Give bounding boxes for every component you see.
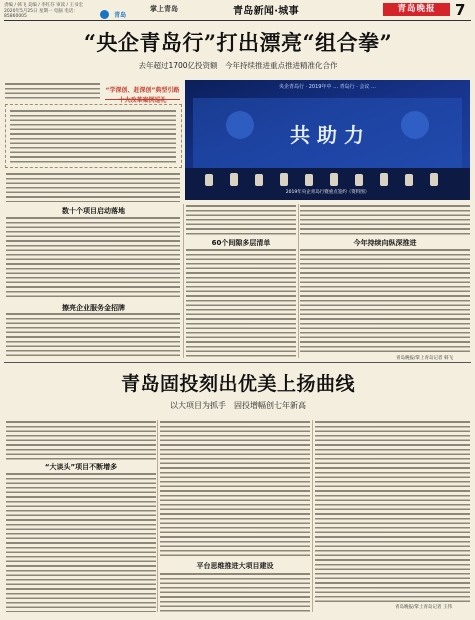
top-byline: 青岛晚报/掌上青岛记者 韩飞: [396, 356, 453, 361]
photo-banner-text: 央企青岛行 · 2019年中 … 青岛行 · 会议 …: [278, 84, 377, 90]
intro-text: [10, 109, 176, 163]
header-info-line2: 2020年5月25日 星期一 电脑 电话：85860005: [4, 8, 78, 19]
column-rule: [183, 204, 184, 358]
palm-qingdao-label: 掌上青岛: [150, 5, 178, 13]
column-rule: [298, 204, 299, 358]
mid-text-1: [186, 204, 296, 236]
top-headline: “央企青岛行”打出漂亮“组合拳”: [83, 30, 393, 55]
stage-illustration: [185, 80, 470, 200]
left-text-3: [6, 312, 180, 358]
page-number: 7: [455, 1, 466, 19]
subhead-service: 擦亮企业服务金招牌: [62, 304, 125, 312]
subhead-projects: 数十个项目启动落地: [62, 207, 125, 215]
paper-logo: [100, 4, 140, 19]
left-text-2: [6, 216, 180, 300]
s2-col1-text-1: [6, 420, 156, 460]
series-title-rule: [105, 99, 180, 100]
right-text-1: [300, 204, 470, 236]
intro-box: [5, 104, 182, 168]
s2-col3-text: [315, 420, 470, 602]
left-text-1: [6, 172, 180, 202]
subhead-list: 60个间隙多层清单: [211, 239, 271, 247]
second-headline: 青岛固投刻出优美上扬曲线: [120, 373, 355, 395]
column-rule: [157, 420, 158, 612]
logo-text: 青岛: [114, 12, 127, 19]
column-rule: [312, 420, 313, 612]
brand-badge: 青岛晚报: [383, 3, 450, 16]
event-photo: [185, 80, 470, 200]
second-byline: 青岛晚报/掌上青岛记者 王伟: [395, 605, 452, 610]
right-text-2: [300, 248, 470, 352]
subhead-deepen: 今年持续向纵深推进: [353, 239, 417, 247]
lead-text: [5, 82, 100, 100]
header-rule: [4, 20, 471, 21]
svg-text:共 助 力: 共 助 力: [290, 123, 364, 147]
top-subhead: 去年超过1700亿投资额 今年持续推进重点推进精准化合作: [138, 61, 338, 70]
series-title-line1: “学深创、赶深创”典型引路: [105, 87, 180, 94]
subhead-platform: 平台思维推进大项目建设: [196, 562, 274, 570]
header-info: [4, 3, 99, 20]
mid-text-2: [186, 248, 296, 358]
s2-col1-text-2: [6, 472, 156, 612]
logo-circle-icon: [100, 10, 109, 19]
story-divider: [4, 362, 471, 363]
section-title: 青岛新闻·城事: [233, 6, 299, 17]
header-info-line1: 责编 / 韩飞 美编 / 李红芬 审读 / 王书宏: [4, 3, 83, 8]
second-subhead: 以大项目为抓手 固投增幅创七年新高: [170, 401, 306, 410]
photo-caption: 2019年央企青岛行暨重点签约（资料图）: [285, 190, 370, 195]
s2-col2-text-1: [160, 420, 310, 558]
s2-col2-text-2: [160, 572, 310, 612]
series-title-line2: 十大改革案例巡礼: [118, 97, 167, 104]
subhead-big-projects: “大谈头”项目不断增多: [44, 463, 118, 471]
series-box-title: [105, 85, 180, 104]
